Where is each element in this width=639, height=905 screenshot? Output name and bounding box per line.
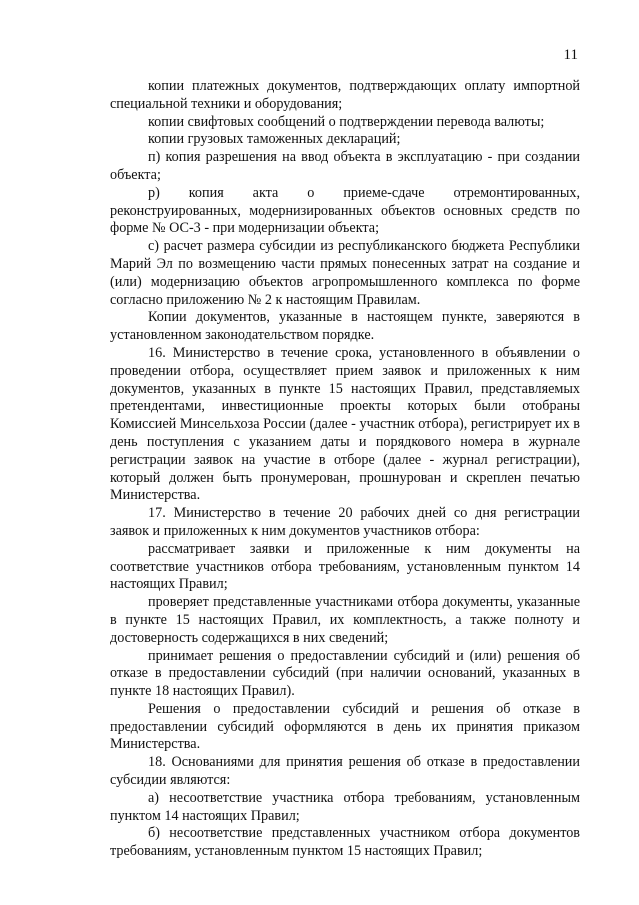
paragraph-item-p: п) копия разрешения на ввод объекта в эксплуатацию - при создании объекта; (110, 149, 580, 183)
paragraph-decisions-formalized: Решения о предоставлении субсидий и решения об отказе в предоставлении субсидий оформляются в день их принятия приказом Министерства. (110, 700, 580, 753)
paragraph-customs-declarations: копии грузовых таможенных деклараций; (148, 131, 401, 148)
paragraph-clause-17: 17. Министерство в течение 20 рабочих дней со дня регистрации заявок и приложенных к ним документов участников отбора: (110, 505, 580, 539)
paragraph-item-r: р) копия акта о приеме-сдаче отремонтированных, реконструированных, модернизированных объектов основных средств по форме № ОС-3 - при модернизации объекта; (110, 184, 580, 237)
paragraph-item-b: б) несоответствие представленных участником отбора документов требованиям, установленным пунктом 15 настоящих Правил; (110, 825, 580, 860)
page-number: 11 (563, 47, 578, 63)
paragraph-clause-18: 18. Основаниями для принятия решения об отказе в предоставлении субсидии являются: (110, 754, 580, 789)
paragraph-makes-decisions: принимает решения о предоставлении субсидий и (или) решения об отказе в предоставлении субсидий (при наличии оснований, указанных в пункте 18 настоящих Правил). (110, 647, 580, 700)
paragraph-checks-documents: проверяет представленные участниками отбора документы, указанные в пункте 15 настоящих Правил, их комплектность, а также полноту и достоверность содержащихся в них сведений; (110, 594, 580, 646)
paragraph-item-s: с) расчет размера субсидии из республиканского бюджета Республики Марий Эл по возмещению части прямых понесенных затрат на создание и (или) модернизацию объектов агропромышленного комплекса по форме согласно приложению № 2 к настоящим Правилам. (110, 238, 580, 308)
paragraph-item-a: а) несоответствие участника отбора требованиям, установленным пунктом 14 настоящих Правил; (110, 789, 580, 824)
paragraph-payment-documents: копии платежных документов, подтверждающих оплату импортной специальной техники и оборудования; (110, 78, 580, 112)
paragraph-clause-16: 16. Министерство в течение срока, установленного в объявлении о проведении отбора, осуществляет прием заявок и приложенных к ним документов, указанных в пункте 15 настоящих Правил, представляемых претендентами, инвестиционные проекты которых были отобраны Комиссией Минсельхоза России (далее - участник отбора), регистрирует их в день поступления с указанием даты и порядкового номера в журнале регистрации заявок на участие в отборе (далее - журнал регистрации), который должен быть пронумерован, прошнурован и скреплен печатью Министерства. (110, 344, 580, 504)
paragraph-swift-messages: копии свифтовых сообщений о подтверждении перевода валюты; (148, 113, 545, 130)
document-body (110, 78, 580, 861)
paragraph-copies-certified: Копии документов, указанные в настоящем пункте, заверяются в установленном законодательством порядке. (110, 309, 580, 344)
paragraph-reviews-applications: рассматривает заявки и приложенные к ним документы на соответствие участников отбора требованиям, установленным пунктом 14 настоящих Правил; (110, 540, 580, 593)
